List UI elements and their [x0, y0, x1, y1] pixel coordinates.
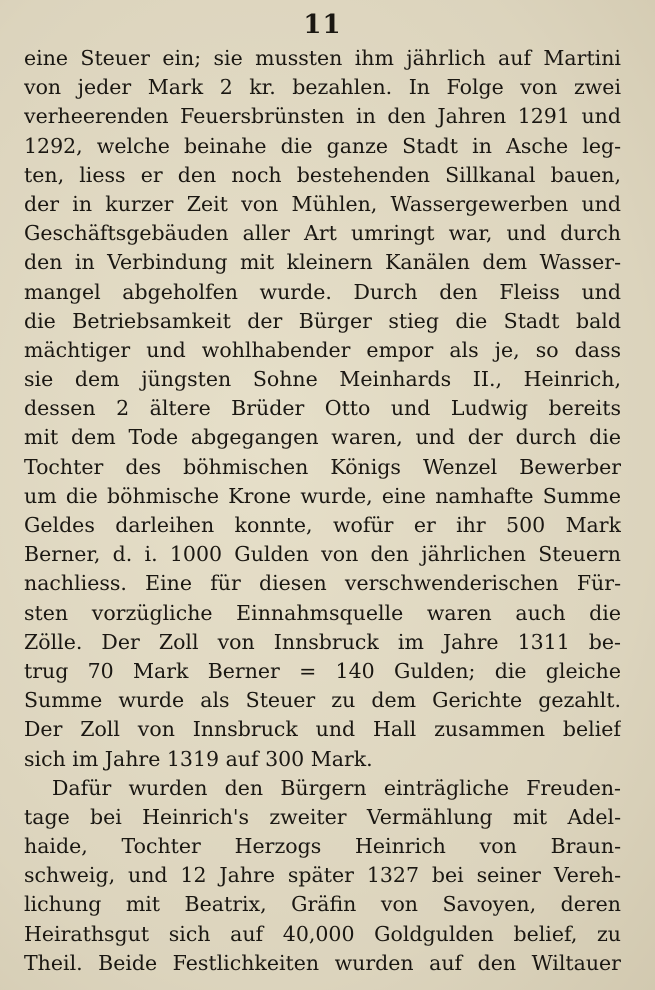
- text-line: sich im Jahre 1319 auf 300 Mark.: [24, 746, 373, 771]
- text-line: Tochter des böhmischen Königs Wenzel Bewerber: [24, 454, 621, 479]
- text-line: haide, Tochter Herzogs Heinrich von Braun-: [24, 834, 621, 859]
- text-line: dessen 2 ältere Brüder Otto und Ludwig bereits: [24, 396, 621, 421]
- text-line: Dafür wurden den Bürgern einträgliche Freuden-: [52, 775, 621, 800]
- text-line: eine Steuer ein; sie mussten ihm jährlich auf Martini: [24, 46, 621, 70]
- body-text: [24, 44, 621, 978]
- text-line: schweig, und 12 Jahre später 1327 bei seiner Vereh-: [24, 863, 621, 888]
- text-line: mangel abgeholfen wurde. Durch den Fleiss und: [24, 279, 621, 304]
- paragraph: [24, 44, 621, 774]
- text-line: Summe wurde als Steuer zu dem Gerichte gezahlt.: [24, 688, 621, 713]
- page-number: 11: [303, 10, 342, 40]
- text-line: trug 70 Mark Berner = 140 Gulden; die gleiche: [24, 658, 621, 683]
- text-line: sten vorzügliche Einnahmsquelle waren auch die: [24, 600, 621, 625]
- text-line: lichung mit Beatrix, Gräfin von Savoyen, deren: [24, 892, 621, 917]
- text-line: mit dem Tode abgegangen waren, und der durch die: [24, 425, 621, 450]
- text-line: Zölle. Der Zoll von Innsbruck im Jahre 1311 be-: [24, 629, 621, 654]
- text-line: verheerenden Feuersbrünsten in den Jahren 1291 und: [24, 104, 621, 129]
- text-line: Heirathsgut sich auf 40,000 Goldgulden belief, zu: [24, 921, 621, 946]
- text-line: 1292, welche beinahe die ganze Stadt in Asche leg-: [24, 133, 621, 158]
- text-line: um die böhmische Krone wurde, eine namhafte Summe: [24, 483, 621, 508]
- text-line: von jeder Mark 2 kr. bezahlen. In Folge von zwei: [24, 75, 621, 100]
- text-line: den in Verbindung mit kleinern Kanälen dem Wasser-: [24, 250, 621, 275]
- text-line: Der Zoll von Innsbruck und Hall zusammen belief: [24, 717, 621, 742]
- text-line: Berner, d. i. 1000 Gulden von den jährlichen Steuern: [24, 542, 621, 567]
- text-line: tage bei Heinrich's zweiter Vermählung mit Adel-: [24, 804, 621, 829]
- text-line: mächtiger und wohlhabender empor als je, so dass: [24, 337, 621, 362]
- paragraph: [24, 774, 621, 978]
- text-line: ten, liess er den noch bestehenden Sillkanal bauen,: [24, 162, 621, 187]
- text-line: Theil. Beide Festlichkeiten wurden auf den Wiltauer: [24, 950, 621, 975]
- text-line: sie dem jüngsten Sohne Meinhards II., Heinrich,: [24, 367, 621, 392]
- text-line: Geschäftsgebäuden aller Art umringt war, und durch: [24, 221, 621, 246]
- text-line: die Betriebsamkeit der Bürger stieg die Stadt bald: [24, 308, 621, 333]
- text-line: Geldes darleihen konnte, wofür er ihr 500 Mark: [24, 513, 621, 537]
- text-line: nachliess. Eine für diesen verschwenderischen Für-: [24, 571, 621, 596]
- text-line: der in kurzer Zeit von Mühlen, Wassergewerben und: [24, 191, 621, 216]
